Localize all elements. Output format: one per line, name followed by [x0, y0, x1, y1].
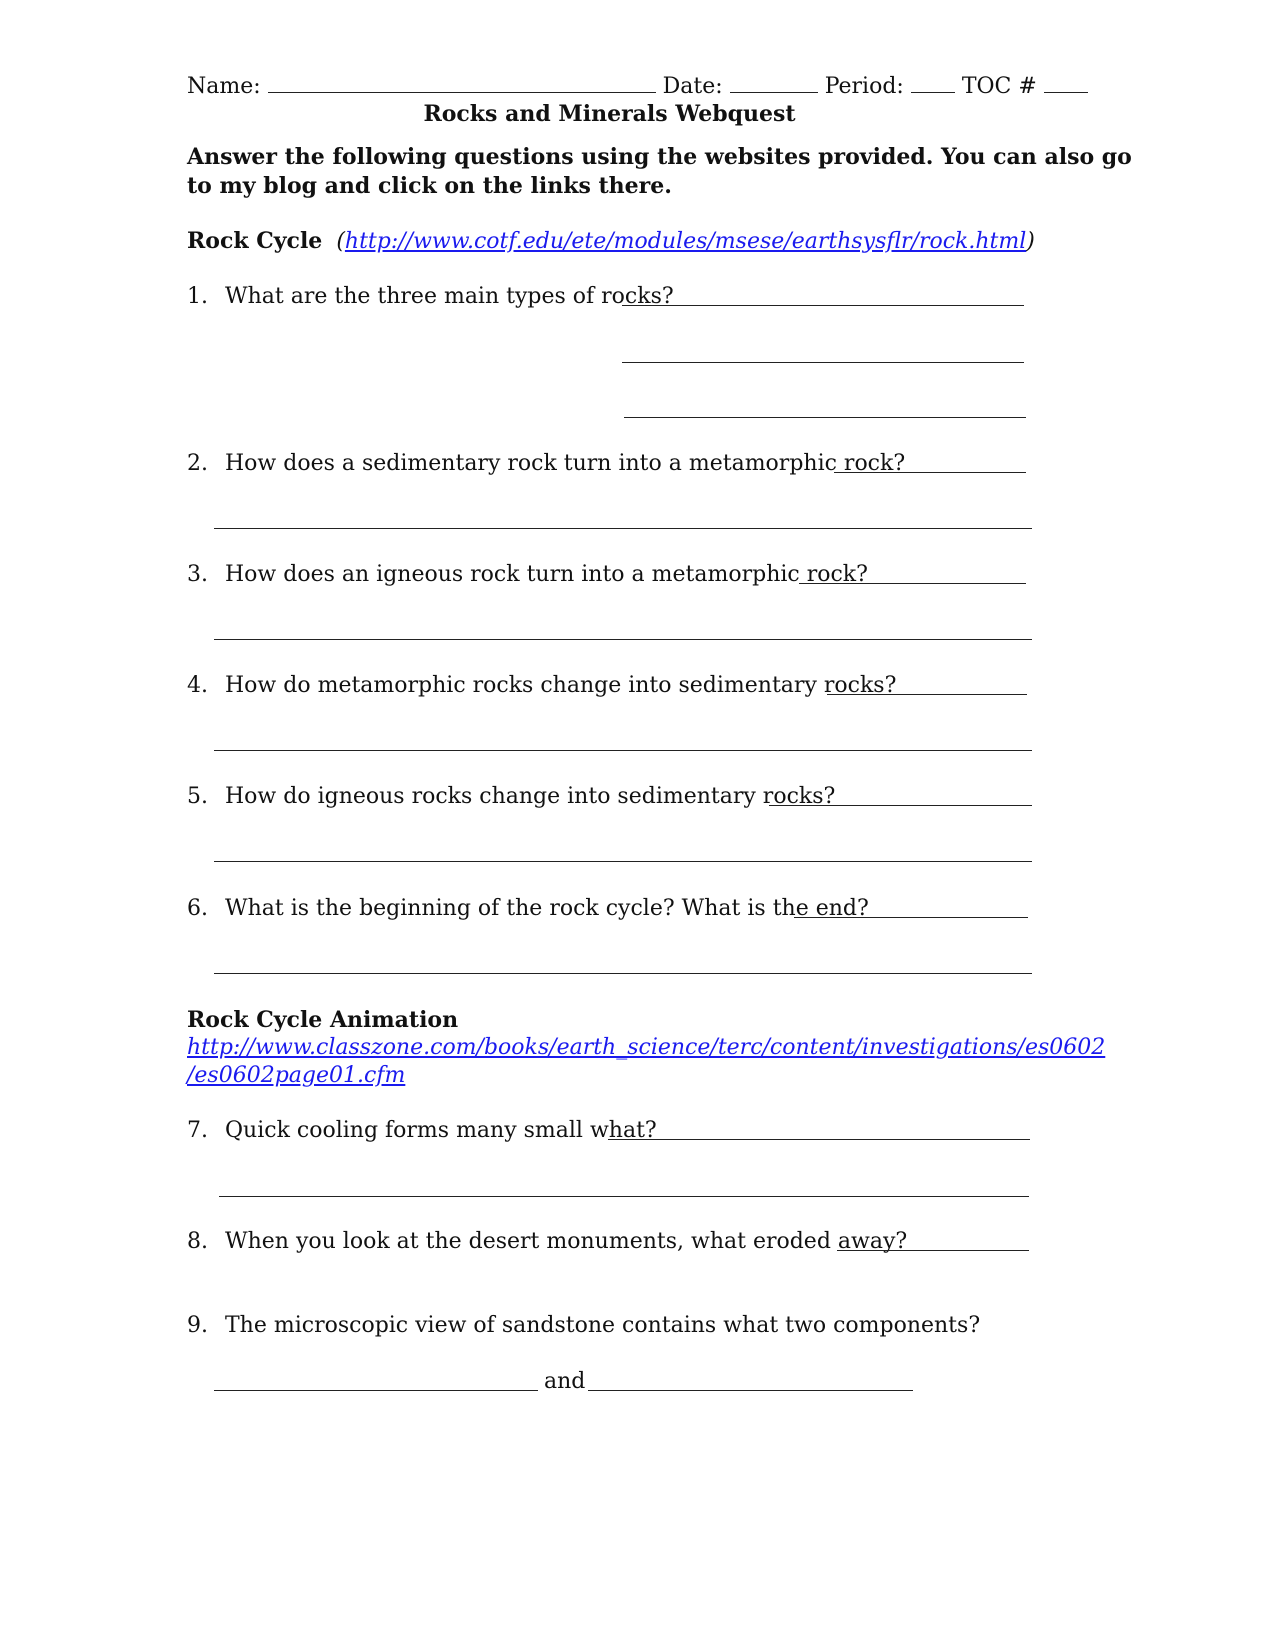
question-text: How do igneous rocks change into sedimentary rocks? [225, 784, 836, 809]
section-heading: Rock Cycle [187, 228, 323, 254]
period-field[interactable] [911, 70, 955, 93]
paren-open: ( [336, 229, 345, 254]
answer-line[interactable] [769, 805, 1032, 806]
question-6 [187, 894, 1087, 924]
answer-line[interactable] [214, 973, 1032, 974]
question-4 [187, 671, 1087, 701]
question-text: When you look at the desert monuments, what eroded away? [225, 1229, 908, 1254]
answer-line[interactable] [622, 362, 1024, 363]
answer-line[interactable] [834, 472, 1026, 473]
question-number: 6. [187, 896, 208, 921]
answer-line[interactable] [214, 750, 1032, 751]
answer-line[interactable] [827, 694, 1027, 695]
question-9 [187, 1311, 1087, 1341]
answer-line[interactable] [214, 1390, 538, 1391]
answer-line[interactable] [624, 417, 1026, 418]
paren-close: ) [1026, 229, 1035, 254]
answer-line[interactable] [219, 1196, 1029, 1197]
question-text: How does an igneous rock turn into a metamorphic rock? [225, 562, 868, 587]
date-field[interactable] [730, 70, 818, 93]
animation-link-line-1[interactable]: http://www.classzone.com/books/earth_science/terc/content/investigations/es0602 [187, 1035, 1106, 1060]
question-3 [187, 560, 1087, 590]
question-8 [187, 1227, 1087, 1257]
question-number: 1. [187, 284, 208, 309]
answer-line[interactable] [214, 861, 1032, 862]
question-text: How do metamorphic rocks change into sedimentary rocks? [225, 673, 897, 698]
answer-line[interactable] [837, 1250, 1029, 1251]
question-text: How does a sedimentary rock turn into a metamorphic rock? [225, 451, 906, 476]
period-label: Period: [824, 74, 904, 99]
q9-and-label: and [544, 1369, 586, 1394]
page-title: Rocks and Minerals Webquest [423, 101, 796, 127]
question-number: 4. [187, 673, 208, 698]
answer-line[interactable] [799, 583, 1026, 584]
answer-line[interactable] [588, 1390, 913, 1391]
answer-line[interactable] [214, 528, 1032, 529]
name-field[interactable] [268, 70, 656, 93]
answer-line[interactable] [794, 917, 1028, 918]
question-number: 3. [187, 562, 208, 587]
answer-line[interactable] [214, 639, 1032, 640]
question-number: 5. [187, 784, 208, 809]
question-text: What is the beginning of the rock cycle? What is the end? [225, 896, 869, 921]
question-2 [187, 449, 1087, 479]
section-rock-cycle-animation: Rock Cycle Animation [187, 1007, 459, 1033]
rock-cycle-link[interactable]: http://www.cotf.edu/ete/modules/msese/earthsysflr/rock.html [344, 229, 1027, 254]
animation-link-line-2[interactable]: /es0602page01.cfm [187, 1063, 406, 1088]
instructions-line-2: to my blog and click on the links there. [187, 173, 672, 199]
toc-field[interactable] [1044, 70, 1088, 93]
section-rock-cycle [187, 226, 1087, 257]
question-number: 8. [187, 1229, 208, 1254]
question-1 [187, 282, 1087, 312]
student-info-header [187, 70, 1087, 102]
date-label: Date: [662, 74, 723, 99]
question-text: Quick cooling forms many small what? [225, 1118, 657, 1143]
question-text: What are the three main types of rocks? [225, 284, 674, 309]
answer-line[interactable] [622, 305, 1024, 306]
question-5 [187, 782, 1087, 812]
question-number: 9. [187, 1313, 208, 1338]
answer-line[interactable] [608, 1139, 1030, 1140]
instructions-line-1: Answer the following questions using the websites provided. You can also go [187, 144, 1132, 170]
question-number: 2. [187, 451, 208, 476]
question-7 [187, 1116, 1087, 1146]
toc-label: TOC # [961, 74, 1037, 99]
question-text: The microscopic view of sandstone contains what two components? [225, 1313, 981, 1338]
question-number: 7. [187, 1118, 208, 1143]
name-label: Name: [187, 74, 261, 99]
